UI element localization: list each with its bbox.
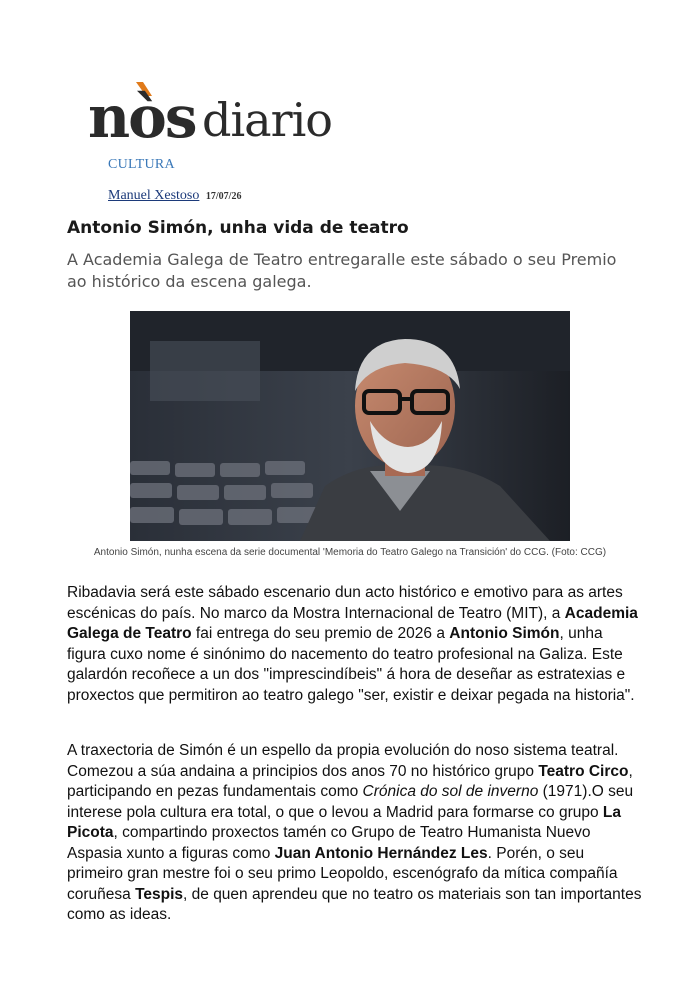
paragraph-2: A traxectoria de Simón é un espello da propia evolución do noso sistema teatral. Comezou a súa andaina a principios dos anos 70 no histórico grupo Teatro Circo, participando en pezas fundamentais como Crónica do sol de inverno (1971).O seu interese pola cultura era total, o que o levou a Madrid para formarse co grupo La Picota, compartindo proxectos tamén co Grupo de Teatro Humanista Nuevo Aspasia xunto a figuras como Juan Antonio Hernández Les. Porén, o seu primeiro gran mestre foi o seu primo Leopoldo, escenógrafo da mítica compañía coruñesa Tespis, de quen aprendeu que no teatro os materiais son tan importantes como as ideas. — [67, 742, 642, 923]
author-link[interactable]: Manuel Xestoso — [108, 188, 200, 203]
italic-cronica: Crónica do sol de inverno — [362, 783, 539, 800]
logo-diario: diario — [202, 93, 332, 147]
bold-academia: Academia Galega de Teatro — [67, 604, 638, 642]
paragraph-1: Ribadavia será este sábado escenario dun acto histórico e emotivo para as artes escénicas do país. No marco da Mostra Internacional de Teatro (MIT), a Academia Galega de Teatro fai entrega do seu premio de 2026 a Antonio Simón, unha figura cuxo nome é sinónimo do nacemento do teatro profesional na Galiza. Este galardón recoñece a un dos "imprescindíbeis" á hora de deseñar as estratexias e proxectos que permitiron ao teatro galego "ser, existir e deixar pegada na historia". — [67, 584, 638, 704]
bold-la-picota: La Picota — [67, 803, 622, 841]
publish-date: 17/07/26 — [205, 191, 242, 202]
article-title: Antonio Simón, unha vida de teatro — [67, 218, 409, 238]
logo — [88, 82, 348, 152]
portrait-illustration — [130, 311, 570, 541]
bold-hernandez-les: Juan Antonio Hernández Les — [274, 844, 488, 862]
byline — [108, 188, 241, 204]
logo-nos: nòs — [88, 83, 196, 151]
article-photo — [130, 311, 570, 541]
bold-antonio-simon: Antonio Simón — [449, 625, 560, 642]
bold-teatro-circo: Teatro Circo — [538, 762, 629, 780]
photo-caption: Antonio Simón, nunha escena da serie documental 'Memoria do Teatro Galego na Transición' do CCG. (Foto: CCG) — [93, 547, 607, 558]
bold-tespis: Tespis — [135, 885, 184, 903]
article-subtitle: A Academia Galega de Teatro entregaralle este sábado o seu Premio ao histórico da escena galega. — [67, 250, 617, 291]
section-label: CULTURA — [108, 157, 175, 172]
